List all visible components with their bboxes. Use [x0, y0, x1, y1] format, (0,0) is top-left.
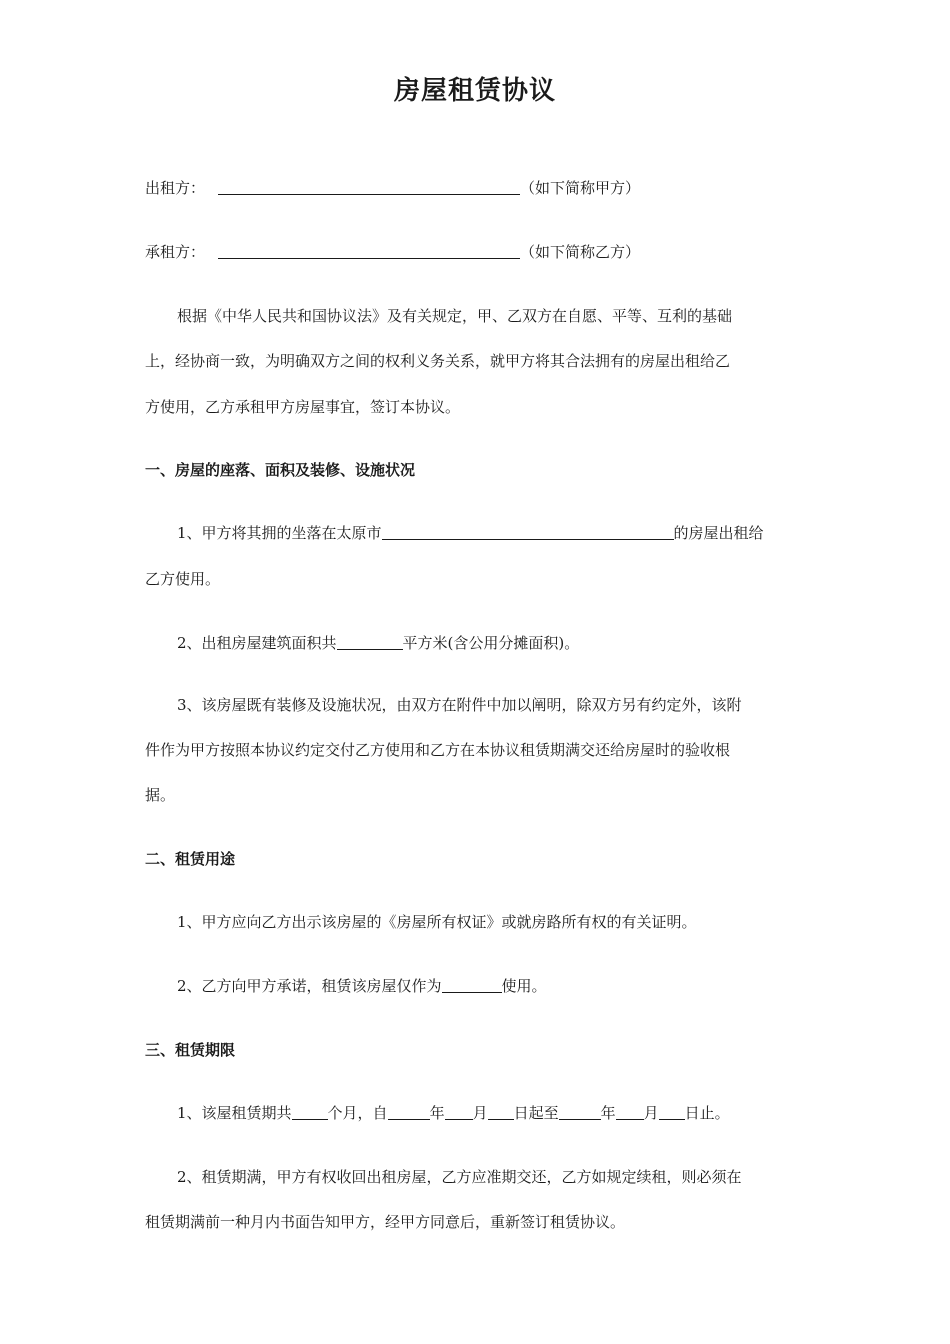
intro-line: 上，经协商一致，为明确双方之间的权利义务关系，就甲方将其合法拥有的房屋出租给乙 — [145, 352, 731, 370]
lessee-line — [145, 241, 640, 262]
section3-item2-line: 2、租赁期满，甲方有权收回出租房屋，乙方应准期交还，乙方如规定续租，则必须在 — [177, 1168, 742, 1186]
section-heading: 一、房屋的座落、面积及装修、设施状况 — [145, 461, 416, 479]
section3-item1 — [177, 1102, 730, 1123]
item-text: 年 — [600, 1104, 616, 1122]
document-title: 房屋租赁协议 — [393, 76, 556, 106]
intro-line: 方使用，乙方承租甲方房屋事宜，签订本协议。 — [145, 398, 461, 416]
lessor-line — [145, 177, 640, 198]
section3-item2-line: 租赁期满前一种月内书面告知甲方，经甲方同意后，重新签订租赁协议。 — [145, 1213, 626, 1231]
address-blank[interactable] — [382, 525, 674, 540]
item-text: 月 — [472, 1104, 488, 1122]
intro-line: 根据《中华人民共和国协议法》及有关规定，甲、乙双方在自愿、平等、互利的基础 — [177, 307, 733, 325]
section2-item1: 1、甲方应向乙方出示该房屋的《房屋所有权证》或就房路所有权的有关证明。 — [177, 913, 697, 931]
end-year-blank[interactable] — [559, 1105, 601, 1120]
area-blank[interactable] — [337, 635, 403, 650]
item-text: 月 — [643, 1104, 659, 1122]
lessee-blank[interactable] — [218, 244, 520, 259]
section1-item1 — [177, 522, 764, 543]
section-heading: 三、租赁期限 — [145, 1041, 236, 1059]
section1-item2 — [177, 632, 579, 653]
end-month-blank[interactable] — [616, 1105, 644, 1120]
item-text: 使用。 — [501, 977, 547, 995]
lessor-suffix: （如下简称甲方） — [520, 179, 641, 197]
end-day-blank[interactable] — [659, 1105, 685, 1120]
item-text: 平方米(含公用分摊面积)。 — [402, 634, 580, 652]
months-blank[interactable] — [292, 1105, 328, 1120]
section1-item3-line: 据。 — [145, 786, 176, 804]
section1-item3-line: 件作为甲方按照本协议约定交付乙方使用和乙方在本协议租赁期满交还给房屋时的验收根 — [145, 741, 731, 759]
usage-blank[interactable] — [442, 978, 502, 993]
item-text: 年 — [429, 1104, 445, 1122]
item-text: 1、该屋租赁期共 — [177, 1104, 292, 1122]
item-text: 2、乙方向甲方承诺，租赁该房屋仅作为 — [177, 977, 442, 995]
lessee-label: 承租方： — [145, 243, 206, 261]
lessor-blank[interactable] — [218, 180, 520, 195]
item-text: 日止。 — [684, 1104, 730, 1122]
item-text: 2、出租房屋建筑面积共 — [177, 634, 337, 652]
item-text: 个月，自 — [327, 1104, 388, 1122]
section1-item1-cont: 乙方使用。 — [145, 570, 221, 588]
section1-item3-line: 3、该房屋既有装修及设施状况，由双方在附件中加以阐明，除双方另有约定外，该附 — [177, 696, 742, 714]
item-text: 1、甲方将其拥的坐落在太原市 — [177, 524, 382, 542]
start-year-blank[interactable] — [388, 1105, 430, 1120]
start-month-blank[interactable] — [445, 1105, 473, 1120]
section2-item2 — [177, 975, 547, 996]
lessee-suffix: （如下简称乙方） — [520, 243, 641, 261]
item-text: 日起至 — [513, 1104, 559, 1122]
item-text: 的房屋出租给 — [673, 524, 764, 542]
section-heading: 二、租赁用途 — [145, 850, 236, 868]
lessor-label: 出租方： — [145, 179, 206, 197]
start-day-blank[interactable] — [488, 1105, 514, 1120]
